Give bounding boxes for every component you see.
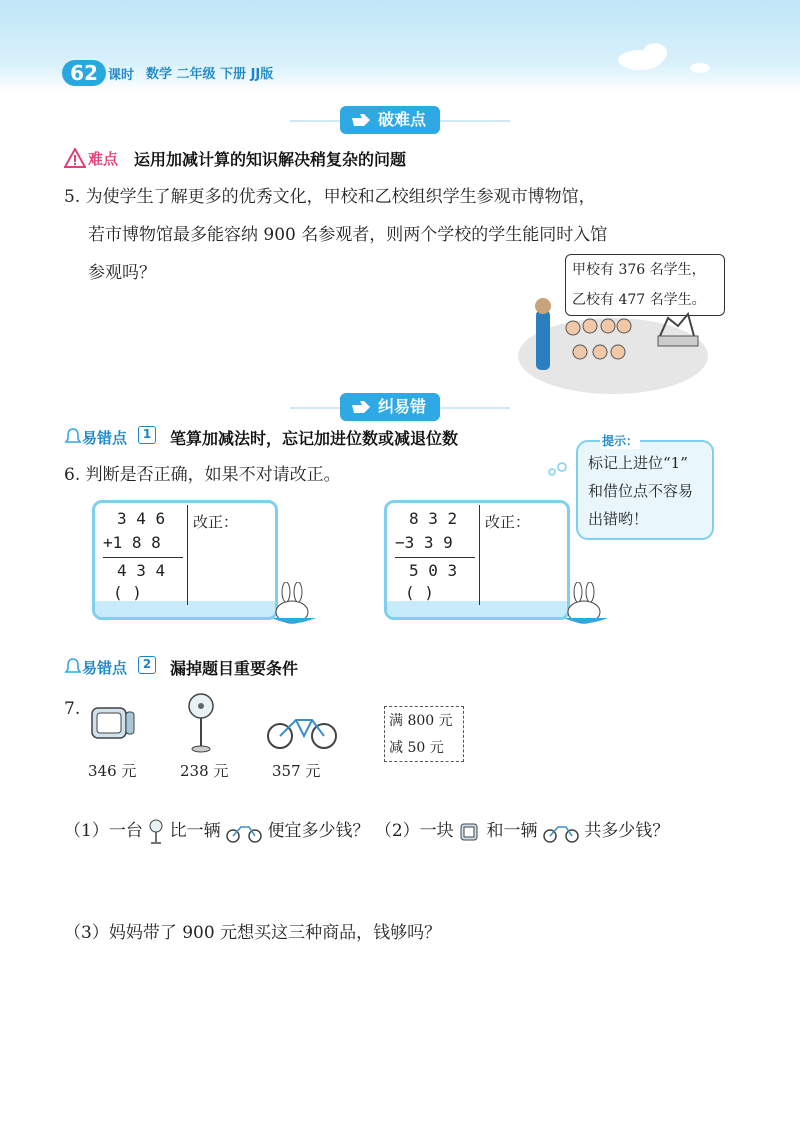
hint-line2: 和借位点不容易 (588, 482, 694, 500)
mistake1-tag: 易错点 (82, 429, 128, 447)
calc-a-row1: 3 4 6 (117, 509, 166, 528)
hint-box (576, 434, 714, 540)
mistake2-number: 2 (138, 656, 156, 674)
q7-number: 7. (64, 699, 81, 719)
rabbit-mascot-icon (554, 582, 614, 626)
bicycle-price: 357 元 (272, 762, 321, 780)
q7-sub1-part-a: （1）一台 (64, 821, 143, 841)
fan-price: 238 元 (180, 762, 229, 780)
fan-icon (148, 819, 164, 845)
calc-b-divider (479, 505, 480, 605)
watch-icon (88, 700, 138, 746)
bicycle-icon (543, 821, 579, 843)
q7-sub1-part-c: 便宜多少钱？ (267, 821, 370, 841)
calc-b-row2: −3 3 9 (395, 533, 453, 552)
q7-sub1-part-b: 比一辆 (169, 821, 221, 841)
promo-line2: 减 50 元 (389, 740, 444, 756)
calc-b-paren: ( ) (405, 583, 434, 602)
difficulty-banner (340, 106, 440, 134)
mistake1-number: 1 (138, 426, 156, 444)
brand-logo: 课时 (108, 68, 135, 83)
mistake-banner (340, 393, 440, 421)
page-number: 62 (62, 60, 106, 86)
promo-line1: 满 800 元 (389, 713, 453, 729)
thought-dots-icon (548, 458, 578, 478)
promo-box (384, 706, 464, 762)
calc-a-row3: 4 3 4 (117, 561, 166, 580)
hint-line3: 出错哟！ (588, 510, 649, 528)
calc-a-paren: ( ) (113, 583, 142, 602)
wave-decoration (95, 601, 275, 617)
q7-sub2-part-c: 共多少钱？ (584, 821, 670, 841)
warning-icon (64, 148, 86, 168)
watch-price: 346 元 (88, 762, 137, 780)
bubble-line1: 甲校有 376 名学生， (572, 262, 706, 278)
calc-a-divider (187, 505, 188, 605)
hint-line1: 标记上进位“1” (588, 454, 688, 472)
rabbit-mascot-icon (262, 582, 322, 626)
fan-icon (186, 692, 216, 754)
calc-a-row2: +1 8 8 (103, 533, 161, 552)
calc-a-rule (103, 557, 183, 558)
bell-icon (64, 427, 82, 445)
hint-label: 提示： (602, 434, 639, 448)
q5-line2: 若市博物馆最多能容纳 900 名参观者，则两个学校的学生能同时入馆 (88, 225, 608, 245)
difficulty-tag: 难点 (88, 150, 119, 168)
bubble-line2: 乙校有 477 名学生。 (572, 292, 706, 308)
calc-box-addition (92, 500, 278, 620)
book-subject: 数学 二年级 下册 JJ版 (146, 67, 274, 82)
q5-line3: 参观吗？ (88, 263, 156, 283)
mistake1-title: 笔算加减法时，忘记加进位数或减退位数 (170, 429, 459, 448)
mistake2-tag: 易错点 (82, 659, 128, 677)
calc-box-subtraction (384, 500, 570, 620)
q7-sub2-part-a: （2）一块 (374, 821, 454, 841)
calc-b-row1: 8 3 2 (409, 509, 458, 528)
mistake2-title: 漏掉题目重要条件 (170, 659, 299, 678)
watch-icon (459, 821, 481, 843)
q7-sub2-part-b: 和一辆 (486, 821, 538, 841)
calc-b-rule (395, 557, 475, 558)
museum-visit-illustration (518, 296, 708, 396)
q5-line1: 5. 为使学生了解更多的优秀文化，甲校和乙校组织学生参观市博物馆， (64, 187, 596, 207)
pointing-hand-icon (350, 112, 372, 128)
q7-sub3: （3）妈妈带了 900 元想买这三种商品，钱够吗？ (64, 923, 442, 943)
bell-icon (64, 657, 82, 675)
calc-a-correct-label: 改正： (193, 513, 239, 531)
calc-b-correct-label: 改正： (485, 513, 531, 531)
bicycle-icon (226, 821, 262, 843)
mistake-banner-label: 纠易错 (378, 397, 427, 416)
bicycle-icon (266, 706, 338, 752)
pointing-hand-icon (350, 399, 372, 415)
calc-b-row3: 5 0 3 (409, 561, 458, 580)
difficulty-title: 运用加减计算的知识解决稍复杂的问题 (134, 150, 407, 169)
q6-text: 6. 判断是否正确，如果不对请改正。 (64, 465, 341, 485)
cloud-icon (600, 38, 720, 78)
difficulty-banner-label: 破难点 (378, 110, 427, 129)
wave-decoration (387, 601, 567, 617)
q7-sub1-sub2 (64, 812, 669, 850)
